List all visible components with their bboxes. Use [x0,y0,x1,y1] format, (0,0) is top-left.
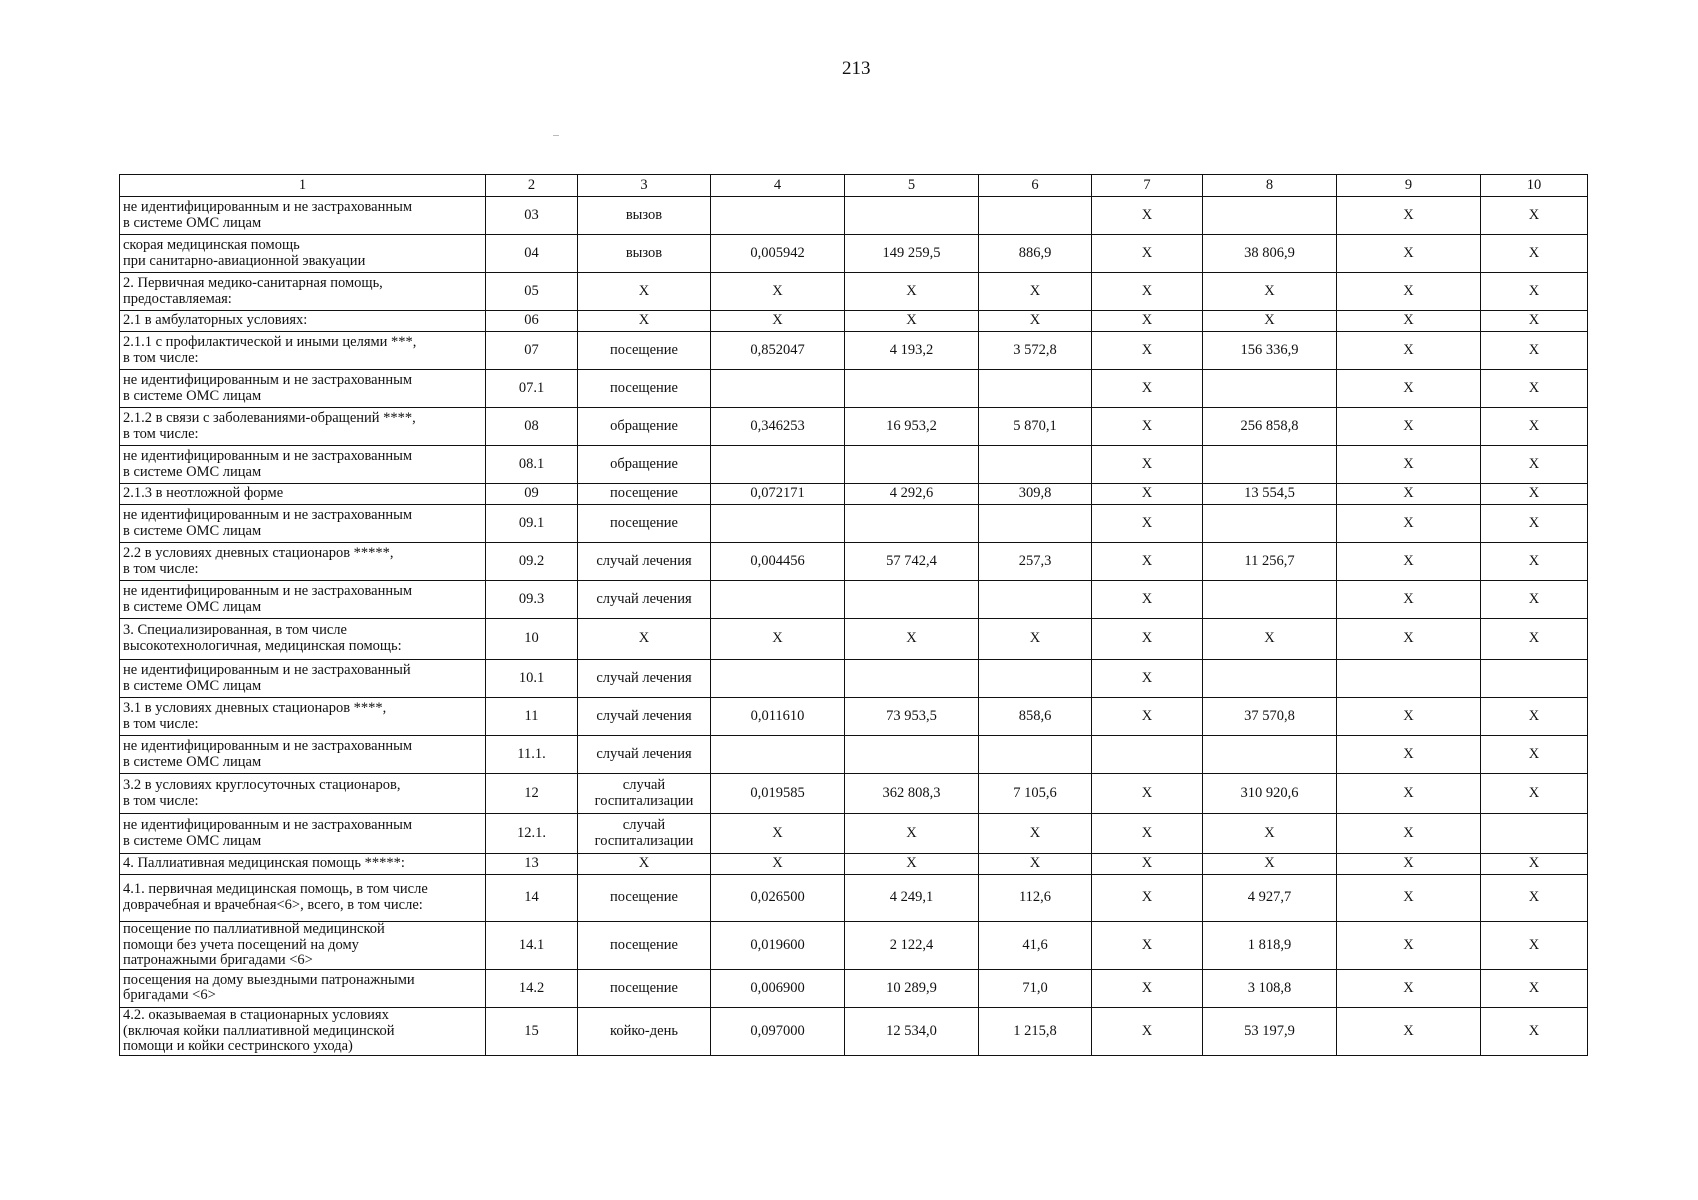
row-description: 3.1 в условиях дневных стационаров ****, в том числе: [120,698,486,736]
table-cell: Х [1092,484,1203,505]
table-cell: 0,072171 [711,484,845,505]
table-cell [1203,581,1337,619]
column-number-1: 1 [120,175,486,197]
table-cell: Х [1092,311,1203,332]
table-cell: Х [1481,273,1588,311]
table-cell: Х [1481,311,1588,332]
table-cell [979,197,1092,235]
table-cell: 0,346253 [711,408,845,446]
table-cell: Х [1203,814,1337,854]
row-unit: вызов [578,197,711,235]
table-cell: Х [1481,408,1588,446]
row-description: 2. Первичная медико-санитарная помощь, предоставляемая: [120,273,486,311]
row-unit: посещение [578,370,711,408]
table-row [120,370,1588,408]
row-description: 3.2 в условиях круглосуточных стационаров, в том числе: [120,774,486,814]
row-description: скорая медицинская помощь при санитарно-авиационной эвакуации [120,235,486,273]
table-cell [979,370,1092,408]
table-cell: Х [1481,969,1588,1007]
table-cell: 1 818,9 [1203,922,1337,970]
table-cell: 858,6 [979,698,1092,736]
table-cell: 13 554,5 [1203,484,1337,505]
table-cell: Х [1092,922,1203,970]
row-code: 08 [486,408,578,446]
table-cell: Х [845,311,979,332]
table-cell [845,660,979,698]
table-row [120,543,1588,581]
row-code: 12 [486,774,578,814]
row-code: 13 [486,854,578,875]
table-cell: Х [979,273,1092,311]
table-row [120,235,1588,273]
column-number-5: 5 [845,175,979,197]
column-number-4: 4 [711,175,845,197]
table-cell [979,736,1092,774]
table-body [120,175,1588,1056]
row-description: не идентифицированным и не застрахованным в системе ОМС лицам [120,581,486,619]
table-cell: Х [1337,969,1481,1007]
table-cell: Х [979,311,1092,332]
table-cell: 0,097000 [711,1007,845,1055]
table-cell: Х [1481,370,1588,408]
row-code: 09.3 [486,581,578,619]
table-row [120,698,1588,736]
table-cell: Х [1481,922,1588,970]
table-row [120,446,1588,484]
row-unit: Х [578,854,711,875]
table-cell: 10 289,9 [845,969,979,1007]
row-unit: вызов [578,235,711,273]
table-cell: 0,005942 [711,235,845,273]
table-cell [711,505,845,543]
table-cell: Х [1092,581,1203,619]
table-cell [979,660,1092,698]
table-cell: 0,004456 [711,543,845,581]
table-cell: Х [1092,698,1203,736]
table-cell: Х [711,311,845,332]
row-unit: койко-день [578,1007,711,1055]
table-cell: Х [1092,1007,1203,1055]
table-row [120,619,1588,660]
table-cell [845,446,979,484]
table-row [120,660,1588,698]
column-number-row [120,175,1588,197]
column-number-9: 9 [1337,175,1481,197]
table-cell [979,581,1092,619]
table-cell: Х [1337,1007,1481,1055]
table-row [120,197,1588,235]
data-table [119,174,1588,1056]
table-cell [711,660,845,698]
table-cell: Х [1481,332,1588,370]
table-cell: Х [1092,875,1203,922]
row-unit: посещение [578,332,711,370]
table-cell: Х [1092,543,1203,581]
row-unit: посещение [578,922,711,970]
row-description: 2.1 в амбулаторных условиях: [120,311,486,332]
row-code: 09.2 [486,543,578,581]
table-cell [845,581,979,619]
table-row [120,875,1588,922]
table-cell [711,446,845,484]
table-cell: Х [1337,332,1481,370]
table-row [120,922,1588,970]
table-cell: Х [1092,854,1203,875]
table-cell: 2 122,4 [845,922,979,970]
row-description: не идентифицированным и не застрахованный в системе ОМС лицам [120,660,486,698]
row-description: 4.1. первичная медицинская помощь, в том числе доврачебная и врачебная<6>, всего, в том числе: [120,875,486,922]
table-cell: Х [1481,736,1588,774]
row-description: посещения на дому выездными патронажными бригадами <6> [120,969,486,1007]
table-cell: Х [1203,619,1337,660]
page-number: 213 [842,58,871,79]
row-code: 07.1 [486,370,578,408]
table-cell [711,370,845,408]
table-row [120,505,1588,543]
table-row [120,774,1588,814]
row-description: не идентифицированным и не застрахованным в системе ОМС лицам [120,370,486,408]
row-code: 11.1. [486,736,578,774]
table-cell [1203,660,1337,698]
table-cell: 5 870,1 [979,408,1092,446]
row-description: 2.1.3 в неотложной форме [120,484,486,505]
row-description: не идентифицированным и не застрахованным в системе ОМС лицам [120,814,486,854]
table-cell: 4 249,1 [845,875,979,922]
row-code: 15 [486,1007,578,1055]
table-cell: Х [711,619,845,660]
row-description: 2.2 в условиях дневных стационаров *****, в том числе: [120,543,486,581]
row-code: 14.1 [486,922,578,970]
table-cell: Х [711,814,845,854]
table-cell: Х [1337,446,1481,484]
row-unit: случай госпитализации [578,814,711,854]
table-cell: Х [1092,370,1203,408]
table-row [120,1007,1588,1055]
table-row [120,969,1588,1007]
table-cell: Х [1337,922,1481,970]
table-cell: Х [1092,619,1203,660]
table-cell: 362 808,3 [845,774,979,814]
table-cell [845,736,979,774]
table-cell: Х [711,854,845,875]
table-cell: Х [1337,814,1481,854]
table-cell: Х [711,273,845,311]
table-cell [711,581,845,619]
table-cell [1481,814,1588,854]
table-cell: 11 256,7 [1203,543,1337,581]
table-cell: Х [1092,660,1203,698]
table-cell: Х [1092,446,1203,484]
table-cell [1092,736,1203,774]
table-cell: 73 953,5 [845,698,979,736]
table-cell: 16 953,2 [845,408,979,446]
table-cell: Х [1481,543,1588,581]
table-cell: Х [845,814,979,854]
scan-speck [553,135,559,136]
row-unit: случай лечения [578,736,711,774]
row-unit: посещение [578,484,711,505]
table-cell: 57 742,4 [845,543,979,581]
table-cell [711,736,845,774]
row-code: 11 [486,698,578,736]
row-code: 07 [486,332,578,370]
table-cell: Х [1092,505,1203,543]
table-cell: Х [1092,235,1203,273]
row-unit: Х [578,273,711,311]
table-cell [1203,505,1337,543]
table-cell: Х [845,273,979,311]
table-row [120,273,1588,311]
column-number-3: 3 [578,175,711,197]
row-code: 12.1. [486,814,578,854]
table-cell: 309,8 [979,484,1092,505]
row-description: посещение по паллиативной медицинской помощи без учета посещений на дому патронажными бригадами <6> [120,922,486,970]
table-cell: 1 215,8 [979,1007,1092,1055]
row-code: 03 [486,197,578,235]
table-cell [845,505,979,543]
row-description: 2.1.2 в связи с заболеваниями-обращений ****, в том числе: [120,408,486,446]
table-cell: Х [1203,854,1337,875]
row-code: 10.1 [486,660,578,698]
table-cell: Х [1092,197,1203,235]
table-cell: Х [1092,332,1203,370]
row-unit: посещение [578,875,711,922]
table-cell: 4 292,6 [845,484,979,505]
table-cell: Х [1481,446,1588,484]
row-description: 4. Паллиативная медицинская помощь *****: [120,854,486,875]
table-cell: Х [1092,774,1203,814]
table-cell: 4 927,7 [1203,875,1337,922]
table-cell: Х [1481,1007,1588,1055]
table-cell: 12 534,0 [845,1007,979,1055]
table-cell: 0,019585 [711,774,845,814]
table-cell: Х [1481,774,1588,814]
row-unit: обращение [578,408,711,446]
table-row [120,408,1588,446]
table-cell: Х [979,854,1092,875]
table-cell [1203,446,1337,484]
table-cell: 257,3 [979,543,1092,581]
table-cell: Х [1092,814,1203,854]
table-cell: 0,011610 [711,698,845,736]
table-cell: 7 105,6 [979,774,1092,814]
table-cell [1203,197,1337,235]
table-cell: Х [1337,408,1481,446]
table-row [120,484,1588,505]
table-cell: 71,0 [979,969,1092,1007]
table-cell: Х [1337,854,1481,875]
table-cell: Х [1337,311,1481,332]
table-cell [845,370,979,408]
table-cell: Х [1337,505,1481,543]
row-description: не идентифицированным и не застрахованным в системе ОМС лицам [120,505,486,543]
row-unit: Х [578,311,711,332]
table-row [120,736,1588,774]
table-cell: Х [1481,581,1588,619]
table-cell: 886,9 [979,235,1092,273]
table-cell: 38 806,9 [1203,235,1337,273]
table-cell: Х [1092,273,1203,311]
table-row [120,332,1588,370]
table-cell [1481,660,1588,698]
table-cell: Х [1337,197,1481,235]
table-cell: Х [1337,273,1481,311]
row-description: не идентифицированным и не застрахованным в системе ОМС лицам [120,446,486,484]
table-cell: Х [1337,875,1481,922]
table-row [120,581,1588,619]
row-unit: посещение [578,969,711,1007]
row-description: 4.2. оказываемая в стационарных условиях (включая койки паллиативной медицинской помощи и койки сестринского ухода) [120,1007,486,1055]
column-number-8: 8 [1203,175,1337,197]
row-description: не идентифицированным и не застрахованным в системе ОМС лицам [120,197,486,235]
row-description: 2.1.1 с профилактической и иными целями ***, в том числе: [120,332,486,370]
table-cell: Х [979,619,1092,660]
table-cell: Х [1337,619,1481,660]
table-cell: Х [1337,484,1481,505]
table-cell: 0,006900 [711,969,845,1007]
table-cell [845,197,979,235]
table-cell: Х [1337,235,1481,273]
row-unit: случай лечения [578,698,711,736]
column-number-10: 10 [1481,175,1588,197]
table-cell: Х [1481,505,1588,543]
table-cell: Х [1337,736,1481,774]
table-cell: 0,019600 [711,922,845,970]
row-unit: случай лечения [578,543,711,581]
table-row [120,814,1588,854]
table-cell: Х [1337,543,1481,581]
table-cell [979,446,1092,484]
table-cell: 149 259,5 [845,235,979,273]
table-cell: Х [845,854,979,875]
row-unit: обращение [578,446,711,484]
row-code: 05 [486,273,578,311]
table-cell: 53 197,9 [1203,1007,1337,1055]
row-code: 14.2 [486,969,578,1007]
column-number-6: 6 [979,175,1092,197]
table-cell: Х [1481,197,1588,235]
table-cell: Х [1092,408,1203,446]
row-code: 04 [486,235,578,273]
table-cell: 112,6 [979,875,1092,922]
table-cell: Х [845,619,979,660]
table-cell: Х [1481,619,1588,660]
table-cell: Х [1337,581,1481,619]
table-cell: Х [1337,370,1481,408]
table-cell: 3 108,8 [1203,969,1337,1007]
row-code: 09.1 [486,505,578,543]
row-code: 14 [486,875,578,922]
row-unit: Х [578,619,711,660]
table-cell [1203,736,1337,774]
table-cell: 156 336,9 [1203,332,1337,370]
table-cell: Х [979,814,1092,854]
row-unit: случай госпитализации [578,774,711,814]
table-cell: 0,852047 [711,332,845,370]
table-cell: Х [1481,698,1588,736]
row-description: 3. Специализированная, в том числе высокотехнологичная, медицинская помощь: [120,619,486,660]
row-unit: случай лечения [578,660,711,698]
table-cell: Х [1481,875,1588,922]
column-number-7: 7 [1092,175,1203,197]
table-cell: 310 920,6 [1203,774,1337,814]
table-cell: Х [1481,235,1588,273]
table-cell: Х [1337,698,1481,736]
table-cell: Х [1481,484,1588,505]
row-unit: случай лечения [578,581,711,619]
table-cell: Х [1481,854,1588,875]
table-cell: Х [1092,969,1203,1007]
row-description: не идентифицированным и не застрахованным в системе ОМС лицам [120,736,486,774]
row-code: 10 [486,619,578,660]
row-unit: посещение [578,505,711,543]
row-code: 08.1 [486,446,578,484]
table-cell: 41,6 [979,922,1092,970]
table-cell: 3 572,8 [979,332,1092,370]
table-cell: 4 193,2 [845,332,979,370]
table-cell: Х [1203,273,1337,311]
table-cell: 0,026500 [711,875,845,922]
table-cell: Х [1337,774,1481,814]
table-cell: 37 570,8 [1203,698,1337,736]
column-number-2: 2 [486,175,578,197]
table-row [120,854,1588,875]
row-code: 06 [486,311,578,332]
table-row [120,311,1588,332]
table-cell [1337,660,1481,698]
table-cell [979,505,1092,543]
row-code: 09 [486,484,578,505]
table-cell: 256 858,8 [1203,408,1337,446]
table-cell [1203,370,1337,408]
table-cell [711,197,845,235]
table-cell: Х [1203,311,1337,332]
